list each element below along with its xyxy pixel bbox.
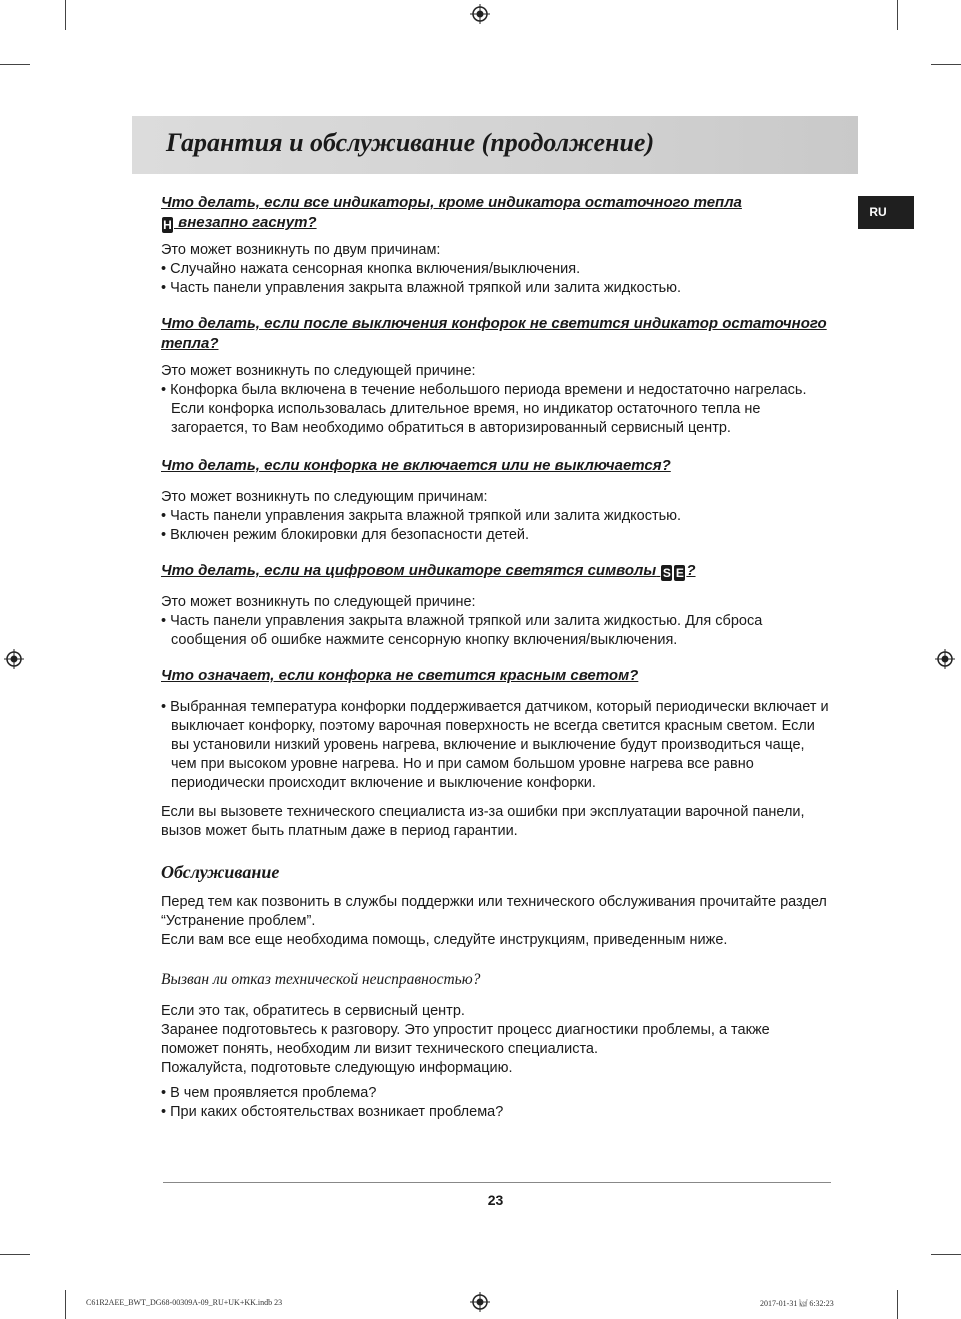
service-line: Если это так, обратитесь в сервисный центр. — [161, 1003, 465, 1019]
list-item: • В чем проявляется проблема? — [161, 1085, 377, 1101]
page-number: 23 — [487, 1192, 504, 1208]
page-header — [132, 116, 858, 174]
faq-question: Что делать, если все индикаторы, кроме индикатора остаточного тепла H внезапно гаснут? — [161, 194, 742, 232]
language-tab: RU — [858, 196, 914, 229]
faq-question: Что делать, если конфорка не включается или не выключается? — [161, 457, 671, 474]
faq-question: Что делать, если после выключения конфорок не светится индикатор остаточного тепла? — [161, 315, 827, 352]
print-date-info: 2017-01-31 ㎉ 6:32:23 — [760, 1299, 834, 1308]
warranty-note: Если вы вызовете технического специалиста из-за ошибки при эксплуатации варочной панели, вызов может быть платным даже в период гарантии. — [161, 804, 805, 839]
crop-mark — [897, 0, 898, 30]
faq-question: Что делать, если на цифровом индикаторе светятся символы S E ? — [161, 562, 696, 580]
list-item: • Часть панели управления закрыта влажной тряпкой или залита жидкостью. — [161, 508, 682, 524]
crop-mark — [65, 1290, 66, 1319]
service-subheading: Вызван ли отказ технической неисправностью? — [161, 971, 481, 988]
crop-mark — [65, 0, 66, 30]
crop-mark — [0, 64, 30, 65]
list-item: • Выбранная температура конфорки поддерживается датчиком, который периодически включает и выключает конфорку, поэтому варочная поверхность не всегда светится красным светом. Если вы установили низкий уровень нагрева, включение и выключение будут производиться чаще, чем при высоком уровне нагрева. Но и при самом большом уровне нагрева все равно периодически происходит включение и выключение конфорки. — [161, 699, 829, 791]
service-paragraph: Перед тем как позвонить в службы поддержки или технического обслуживания прочитайте раздел “Устранение проблем”. — [161, 894, 827, 929]
footer-divider — [163, 1182, 831, 1183]
faq-question: Что означает, если конфорка не светится красным светом? — [161, 667, 639, 684]
list-item: • Включен режим блокировки для безопасности детей. — [161, 527, 530, 543]
residual-heat-symbol-icon: H — [163, 218, 172, 232]
crop-mark — [931, 1254, 961, 1255]
crop-mark — [0, 1254, 30, 1255]
list-item: • Часть панели управления закрыта влажной тряпкой или залита жидкостью. Для сброса сообщения об ошибке нажмите сенсорную кнопку включения/выключения. — [161, 613, 763, 648]
page-title: Гарантия и обслуживание (продолжение) — [166, 128, 655, 157]
crop-mark — [931, 64, 961, 65]
error-symbol-e-icon: E — [675, 566, 684, 580]
main-content — [161, 193, 831, 1122]
list-item: • Часть панели управления закрыта влажной тряпкой или залита жидкостью. — [161, 280, 682, 296]
service-line: Пожалуйста, подготовьте следующую информацию. — [161, 1060, 513, 1076]
faq-intro: Это может возникнуть по следующей причине: — [161, 594, 476, 610]
service-line: Заранее подготовьтесь к разговору. Это упростит процесс диагностики проблемы, а также поможет понять, необходим ли визит технического специалиста. — [161, 1022, 770, 1057]
service-heading: Обслуживание — [161, 862, 280, 882]
registration-mark-icon — [4, 649, 24, 669]
list-item: • Конфорка была включена в течение небольшого периода времени и недостаточно нагрелась. Если конфорка использовалась длительное время, но индикатор остаточного тепла не загорается, то Вам необходимо обратиться в авторизированный сервисный центр. — [161, 382, 807, 436]
faq-intro: Это может возникнуть по следующей причине: — [161, 363, 476, 379]
registration-mark-icon — [935, 649, 955, 669]
registration-mark-icon — [470, 1292, 490, 1312]
service-paragraph: Если вам все еще необходима помощь, следуйте инструкциям, приведенным ниже. — [161, 932, 728, 948]
faq-intro: Это может возникнуть по двум причинам: — [161, 242, 441, 258]
error-symbol-s-icon: S — [662, 566, 671, 580]
faq-intro: Это может возникнуть по следующим причинам: — [161, 489, 488, 505]
registration-mark-icon — [470, 4, 490, 24]
list-item: • Случайно нажата сенсорная кнопка включения/выключения. — [161, 261, 581, 277]
crop-mark — [897, 1290, 898, 1319]
print-file-info: C61R2AEE_BWT_DG68-00309A-09_RU+UK+KK.indb 23 — [86, 1298, 283, 1307]
list-item: • При каких обстоятельствах возникает проблема? — [161, 1104, 504, 1120]
